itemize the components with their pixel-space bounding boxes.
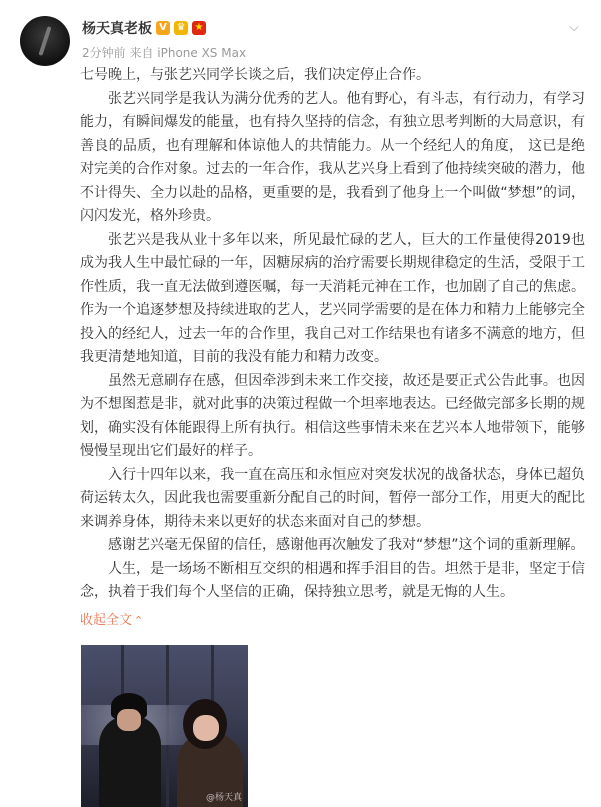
post-paragraph: 张艺兴是我从业十多年以来，所见最忙碌的艺人，巨大的工作量使得2019也成为我人生中最忙碌的一年，因糖尿病的治疗需要长期规律稳定的生活，受限于工作性质，我一直无法做到遵医嘱，每一天消耗元神在工作，也加剧了自己的焦虑。作为一个追逐梦想及持续进取的艺人，艺兴同学需要的是在体力和精力上能够完全投入的经纪人，过去一年的合作里，我自己对工作结果也有诸多不满意的地方，但我更清楚地知道，目前的我没有能力和精力改变。: [80, 231, 585, 365]
post-paragraph: 七号晚上，与张艺兴同学长谈之后，我们决定停止合作。: [80, 67, 430, 83]
more-options-chevron-icon[interactable]: ⌵: [569, 20, 579, 34]
chevron-up-icon: ⌃: [134, 613, 144, 627]
post-paragraph: 入行十四年以来，我一直在高压和永恒应对突发状况的战备状态，身体已超负荷运转太久，因此我也需要重新分配自己的时间，暂停一部分工作，用更大的配比来调养身体，期待未来以更好的状态来面对自己的梦想。: [80, 466, 585, 530]
post-meta: 2分钟前 来自 iPhone XS Max: [82, 46, 247, 60]
crown-badge-icon: ♛: [174, 21, 188, 35]
post-header: [0, 0, 601, 70]
post-paragraph: 张艺兴同学是我认为满分优秀的艺人。他有野心，有斗志，有行动力，有学习能力，有瞬间爆发的能量，也有持久坚持的信念，有独立思考判断的大局意识，有善良的品质，也有理解和体谅他人的共情能力。从一个经纪人的角度， 这已是绝对完美的合作对象。过去的一年合作，我从艺兴身上看到了他持续突破的潜力，他不计得失、全力以赴的品格，更重要的是，我看到了他身上一个叫做“梦想”的词，闪闪发光，格外珍贵。: [80, 90, 585, 224]
china-flag-icon: ★: [192, 21, 206, 35]
post-paragraph: 人生，是一场场不断相互交织的相遇和挥手泪目的告。坦然于是非，坚定于信念，执着于我们每个人坚信的正确，保持独立思考，就是无悔的人生。: [80, 560, 585, 600]
collapse-text-link[interactable]: [80, 609, 585, 633]
post-paragraph: 虽然无意刷存在感，但因牵涉到未来工作交接，故还是要正式公告此事。也因为不想图惹是非，就对此事的决策过程做一个坦率地表达。已经做完部多长期的规划，确实没有体能跟得上所有执行。相信这些事情未来在艺兴本人地带领下，能够慢慢呈现出它们最好的样子。: [80, 372, 585, 459]
author-avatar[interactable]: [20, 16, 70, 66]
collapse-label: 收起全文: [80, 612, 133, 628]
post-paragraph: 感谢艺兴毫无保留的信任，感谢他再次触发了我对“梦想”这个词的重新理解。: [108, 537, 585, 553]
post-content: [80, 64, 585, 632]
author-name[interactable]: 杨天真老板: [82, 21, 152, 37]
photo-watermark: @杨天真: [205, 793, 242, 803]
author-name-row: [82, 18, 206, 38]
verified-badge-icon: V: [156, 21, 170, 35]
post-photo[interactable]: [81, 645, 248, 807]
